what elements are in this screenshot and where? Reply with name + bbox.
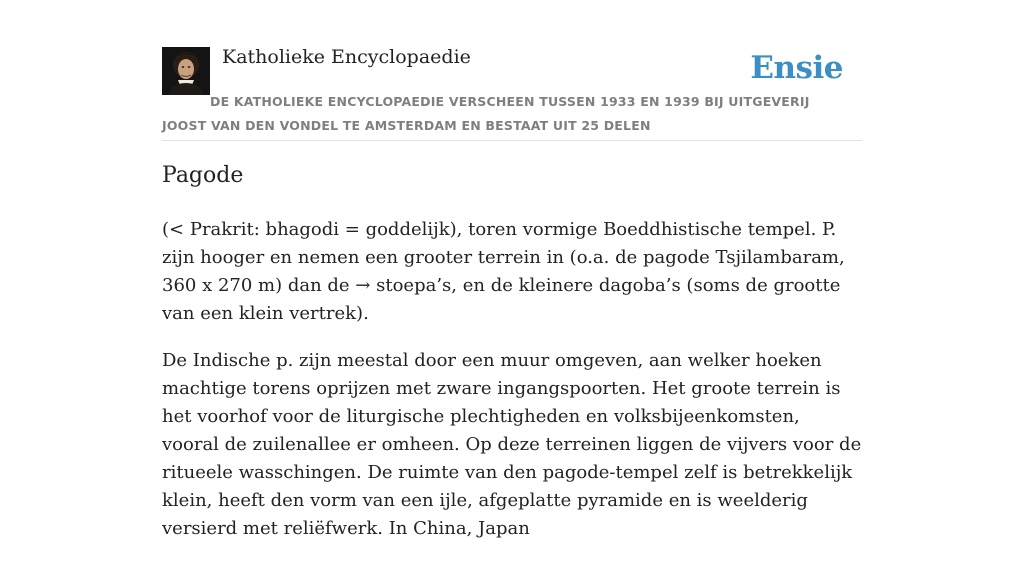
article-paragraph: De Indische p. zijn meestal door een muur omgeven, aan welker hoeken machtige torens oprijzen met zware ingangspoorten. Het groote terrein is het voorhof voor de liturgische plechtigheden en volksbijeenkomsten, vooral de zuilenallee er omheen. Op deze terreinen liggen de vijvers voor de ritueele wasschingen. De ruimte van den pagode-tempel zelf is betrekkelijk klein, heeft den vorm van een ijle, afgeplatte pyramide en is weelderig versierd met reliëfwerk. In China, Japan — [162, 350, 862, 539]
avatar[interactable] — [162, 47, 210, 95]
article-paragraph: (< Prakrit: bhagodi = goddelijk), toren vormige Boeddhistische tempel. P. zijn hooger en nemen een grooter terrein in (o.a. de pagode Tsjilambaram, 360 x 270 m) dan de → stoepa’s, en de kleinere dagoba’s (soms de grootte van een klein vertrek). — [162, 219, 845, 324]
site-name[interactable]: Katholieke Encyclopaedie — [222, 46, 471, 68]
site-tagline: DE KATHOLIEKE ENCYCLOPAEDIE VERSCHEEN TUSSEN 1933 EN 1939 BIJ UITGEVERIJ JOOST VAN DEN VONDEL TE AMSTERDAM EN BESTAAT UIT 25 DELEN — [162, 94, 810, 133]
portrait-avatar-icon — [162, 47, 210, 95]
brand-logo[interactable]: Ensie — [750, 50, 843, 86]
article-title: Pagode — [162, 163, 244, 188]
site-header — [162, 44, 862, 141]
article-body — [162, 216, 862, 562]
